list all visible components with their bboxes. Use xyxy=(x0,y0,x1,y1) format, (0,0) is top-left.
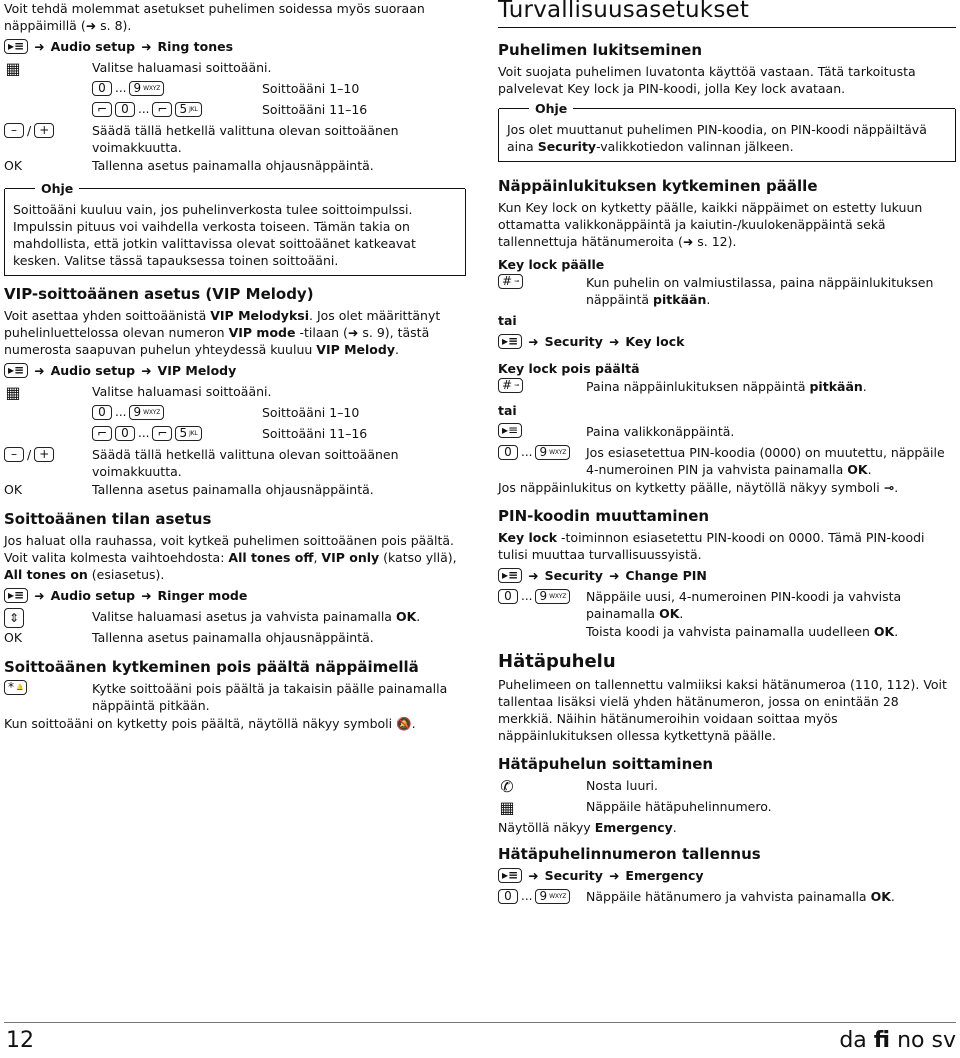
bell-off-icon: 🔕 xyxy=(396,716,412,731)
key-5: 5 JKL xyxy=(175,426,201,441)
state-text: Jos haluat olla rauhassa, voit kytkeä puhelimen soittoäänen pois päältä. Voit valita kolmesta vaihtoehdosta: All tones off, VIP only (katso yllä), All tones on (esiasetus). xyxy=(4,533,457,582)
nav-key-icon: ⇕ xyxy=(4,608,24,628)
page-number: 12 xyxy=(6,1028,34,1053)
pin-desc: Key lock -toiminnon esiasetettu PIN-koodi on 0000. Tämä PIN-koodi tulisi muuttaa turvallisuussyistä. xyxy=(498,530,925,562)
key-0: 0 xyxy=(498,445,518,460)
key-0: 0 xyxy=(498,889,518,904)
key-0: 0 xyxy=(115,426,135,441)
key-heading: Soittoäänen kytkeminen pois päältä näppäimellä xyxy=(4,658,419,676)
emergency-heading: Hätäpuhelu xyxy=(498,651,616,672)
nav-path-emergency: ▸≡ ➜ Security ➜ Emergency xyxy=(498,867,956,884)
menu-key-icon: ▸≡ xyxy=(4,363,28,378)
step-save-emergency: 0 ... 9 WXYZ Näppäile hätänumero ja vahvista painamalla OK. xyxy=(498,888,956,908)
step-lift-handset: ✆ Nosta luuri. xyxy=(498,777,956,797)
left-column xyxy=(4,0,466,734)
step-pin-new: 0 ... 9 WXYZ Näppäile uusi, 4-numeroinen PIN-koodi ja vahvista painamalla OK. xyxy=(498,588,956,622)
plus-key: + xyxy=(34,123,54,138)
step-vip-ok: OK Tallenna asetus painamalla ohjausnäppäintä. xyxy=(4,482,374,497)
emergency-text: Puhelimeen on tallennettu valmiiksi kaksi hätänumeroa (110, 112). Voit tallentaa lisäksi vielä yhden hätänumeron, jossa on enintään 28 merkkiä. Näihin hätänumeroihin voidaan soittaa myös näppäinlukituksen ollessa kytkettynä päälle. xyxy=(498,677,947,743)
plus-key: + xyxy=(34,447,54,462)
flash-key-icon: ⌐ xyxy=(92,102,112,117)
key-9: 9 WXYZ xyxy=(535,445,570,460)
lang-da: da xyxy=(839,1028,867,1053)
intro-text: Voit tehdä molemmat asetukset puhelimen soidessa myös suoraan näppäimillä (➜ s. 8). xyxy=(4,1,425,33)
keylock-on-label: Key lock päälle xyxy=(498,257,605,272)
menu-key-icon: ▸≡ xyxy=(4,39,28,54)
arrow-icon: ➜ xyxy=(34,363,45,378)
nav-path-ring-tones xyxy=(4,38,466,55)
key-0: 0 xyxy=(92,81,112,96)
menu-key-icon: ▸≡ xyxy=(498,568,522,583)
step-menu-press: ▸≡ Paina valikkonäppäintä. xyxy=(498,423,956,443)
step-tone-1-10: 0 ... 9 WXYZ Soittoääni 1–10 xyxy=(4,80,466,100)
flash-key-icon: ⌐ xyxy=(92,426,112,441)
note-text: Soittoääni kuuluu vain, jos puhelinverkosta tulee soittoimpulssi. Impulssin pituus voi vaihdella verkosta toiseen. Tämän takia on mahdollista, että jotkin valittavissa olevat soittoäänet katkeavat kesken. Valitse tässä tapauksessa toinen soittoääni. xyxy=(13,202,416,268)
nav-path-ringer-mode: ▸≡ ➜ Audio setup ➜ Ringer mode xyxy=(4,587,466,604)
step-hash-off: # ⊸ Paina näppäinlukituksen näppäintä pitkään. xyxy=(498,378,956,398)
step-dial-emergency: ▦ Näppäile hätäpuhelinnumero. xyxy=(499,797,772,817)
step-vip-volume: – / + Säädä tällä hetkellä valittuna olevan soittoäänen voimakkuutta. xyxy=(4,446,466,480)
step-vip-select: ▦ Valitse haluamasi soittoääni. xyxy=(5,382,272,402)
arrow-icon: ➜ xyxy=(608,568,620,583)
arrow-icon: ➜ xyxy=(141,588,152,603)
footer-divider xyxy=(4,1022,956,1023)
menu-key-icon: ▸≡ xyxy=(4,588,28,603)
arrow-icon: ➜ xyxy=(34,588,45,603)
arrow-icon: ➜ xyxy=(528,334,539,349)
step-vip-11-16: ⌐ 0 ... ⌐ 5 JKL Soittoääni 11–16 xyxy=(4,425,466,445)
step-hash-long: # ⊸ Kun puhelin on valmiustilassa, paina näppäinlukituksen näppäintä pitkään. xyxy=(498,274,956,308)
step-mode-select: ⇕ Valitse haluamasi asetus ja vahvista painamalla OK. xyxy=(4,608,466,628)
step-volume: – / + Säädä tällä hetkellä valittuna olevan soittoäänen voimakkuutta. xyxy=(4,122,466,156)
minus-key: – xyxy=(4,123,24,138)
hash-key: # ⊸ xyxy=(498,378,523,393)
arrow-icon: ➜ xyxy=(608,334,620,349)
hash-key: # ⊸ xyxy=(498,274,523,289)
nav-audio-setup: Audio setup xyxy=(50,39,136,54)
step-mode-ok: OK Tallenna asetus painamalla ohjausnäppäintä. xyxy=(4,630,374,645)
note-box-ring xyxy=(4,181,466,276)
menu-key-icon: ▸≡ xyxy=(498,868,522,883)
page-title-box xyxy=(498,2,956,28)
nav-path-vip: ▸≡ ➜ Audio setup ➜ VIP Melody xyxy=(4,362,466,379)
lang-sv: sv xyxy=(931,1028,956,1053)
keylock-off-label: Key lock pois päältä xyxy=(498,361,640,376)
emergency-call-heading: Hätäpuhelun soittaminen xyxy=(498,755,714,773)
arrow-icon: ➜ xyxy=(528,868,539,883)
keypad-icon: ▦ xyxy=(5,58,21,78)
pin-heading: PIN-koodin muuttaminen xyxy=(498,507,710,525)
keylock-symbol-text: Jos näppäinlukitus on kytketty päälle, näytöllä näkyy symboli ⊸. xyxy=(498,480,899,495)
nav-path-change-pin: ▸≡ ➜ Security ➜ Change PIN xyxy=(498,567,956,584)
step-pin-repeat: Toista koodi ja vahvista painamalla uudelleen OK. xyxy=(586,624,899,639)
note-text: Jos olet muuttanut puhelimen PIN-koodia, on PIN-koodi näppäiltävä aina Security-valikkotiedon valinnan jälkeen. xyxy=(507,122,927,154)
step-ok: OK Tallenna asetus painamalla ohjausnäppäintä. xyxy=(4,158,374,173)
handset-icon: ✆ xyxy=(500,776,514,796)
language-list xyxy=(839,1028,956,1053)
key-0: 0 xyxy=(115,102,135,117)
arrow-icon: ➜ xyxy=(141,363,152,378)
note-title: Ohje xyxy=(529,100,573,117)
key-0: 0 xyxy=(498,589,518,604)
emergency-save-heading: Hätäpuhelinnumeron tallennus xyxy=(498,845,761,863)
step-pin-enter: 0 ... 9 WXYZ Jos esiasetettua PIN-koodia (0000) on muutettu, näppäile 4-numeroinen PIN ja vahvista painamalla OK. xyxy=(498,444,956,478)
keylock-text: Kun Key lock on kytketty päälle, kaikki näppäimet on estetty lukuun ottamatta valikkonäppäintä ja kaiutin-/kuulokenäppäintä sekä tallennettuja hätänumeroita (➜ s. 12). xyxy=(498,200,923,249)
note-box-pin xyxy=(498,101,956,162)
keylock-heading: Näppäinlukituksen kytkeminen päälle xyxy=(498,177,818,195)
step-tone-11-16: ⌐ 0 ... ⌐ 5 JKL Soittoääni 11–16 xyxy=(4,101,466,121)
minus-key: – xyxy=(4,447,24,462)
key-note: Kun soittoääni on kytketty pois päältä, näytöllä näkyy symboli 🔕. xyxy=(4,716,416,731)
lang-fi: fi xyxy=(873,1028,891,1053)
right-column: Turvallisuusasetukset Puhelimen lukitseminen Voit suojata puhelimen luvatonta käyttöä vastaan. Tätä tarkoitusta palvelevat Key lock ja PIN-koodi, jolla Key lock avataan. Ohje Jos olet muuttanut puhelimen PIN-koodia, on PIN-koodi näppäiltävä aina Security-valikkotiedon valinnan jälkeen. Näppäinlukituksen kytkeminen päälle Kun Key lock on kytketty päälle, kaikki näppäimet on estetty lukuun ottamatta valikkonäppäintä ja kaiutin-/kuulokenäppäintä sekä tallennettuja hätänumeroita (➜ s. 12). Key lock päälle # ⊸ Kun puhelin on valmiustilassa, paina näppäinlukituksen näppäintä pitkään. tai ▸≡ ➜ Security ➜ Key lock Key lock pois päältä # ⊸ Paina näppäinlukituksen näppäintä pitkään. tai ▸≡ Paina valikkonäppäintä. 0 ... 9 WXYZ Jos esiasetettua PIN-koodia (0000) on muutettu, näppäile 4-numeroinen PIN ja vahvista painamalla OK. Jos näppäinlukitus on kytketty päälle, näytöllä näkyy symboli ⊸. PIN-koodin muuttaminen Key lock -toiminnon esiasetettu PIN-koodi on 0000. Tämä PIN-koodi tulisi muuttaa turvallisuussyistä. ▸≡ ➜ Security ➜ Change PIN 0 ... 9 WXYZ Näppäile uusi, 4-numeroinen PIN-koodi ja vahvista painamalla OK. Toista koodi ja vahvista painamalla uudelleen OK. Hätäpuhelu Puhelimeen on tallennettu valmiiksi kaksi hätänumeroa (110, 112). Voit tallentaa lisäksi vielä yhden hätänumeron, jossa on enintään 28 merkkiä. Näihin hätänumeroihin voidaan soittaa myös näppäinlukituksen ollessa kytkettynä päälle. Hätäpuhelun soittaminen ✆ Nosta luuri. ▦ Näppäile hätäpuhelinnumero. Näytöllä näkyy Emergency. Hätäpuhelinnumeron tallennus ▸≡ ➜ Security ➜ Emergency 0 ... 9 WXYZ Näppäile hätänumero ja vahvista painamalla OK. xyxy=(498,0,956,909)
arrow-icon: ➜ xyxy=(141,39,152,54)
lang-no: no xyxy=(897,1028,925,1053)
vip-heading: VIP-soittoäänen asetus (VIP Melody) xyxy=(4,285,314,303)
key-0: 0 xyxy=(92,405,112,420)
vip-text: Voit asettaa yhden soittoäänistä VIP Melodyksi. Jos olet määrittänyt puhelinluettelossa olevan numeron VIP mode -tilaan (➜ s. 9), tästä numerosta saapuvan puhelun yhteydessä kuuluu VIP Melody. xyxy=(4,308,441,357)
note-title: Ohje xyxy=(35,180,79,197)
state-heading: Soittoäänen tilan asetus xyxy=(4,510,212,528)
star-key: * 🔔 xyxy=(4,680,27,695)
ok-label: OK xyxy=(4,158,23,173)
keypad-icon: ▦ xyxy=(5,382,21,402)
step-star-key: * 🔔 Kytke soittoääni pois päältä ja takaisin päälle painamalla näppäintä pitkään. xyxy=(4,680,466,714)
key-5: 5 JKL xyxy=(175,102,201,117)
menu-key-icon: ▸≡ xyxy=(498,334,522,349)
arrow-icon: ➜ xyxy=(34,39,45,54)
nav-path-key-lock: ▸≡ ➜ Security ➜ Key lock xyxy=(498,333,956,350)
page-title: Turvallisuusasetukset xyxy=(498,0,750,23)
key-9: 9 WXYZ xyxy=(129,405,164,420)
nav-ring-tones: Ring tones xyxy=(157,39,234,54)
menu-key-icon: ▸≡ xyxy=(498,423,522,438)
key-9: 9 WXYZ xyxy=(129,81,164,96)
emergency-shows: Näytöllä näkyy Emergency. xyxy=(498,820,677,835)
lock-text: Voit suojata puhelimen luvatonta käyttöä vastaan. Tätä tarkoitusta palvelevat Key lock ja PIN-koodi, jolla Key lock avataan. xyxy=(498,64,916,96)
keypad-icon: ▦ xyxy=(499,797,515,817)
step-vip-1-10: 0 ... 9 WXYZ Soittoääni 1–10 xyxy=(4,404,466,424)
key-9: 9 WXYZ xyxy=(535,889,570,904)
arrow-icon: ➜ xyxy=(608,868,620,883)
arrow-icon: ➜ xyxy=(528,568,539,583)
flash-key-icon: ⌐ xyxy=(152,426,172,441)
flash-key-icon: ⌐ xyxy=(152,102,172,117)
key-lock-icon: ⊸ xyxy=(883,480,895,495)
step-select-tone: ▦ Valitse haluamasi soittoääni. xyxy=(5,58,272,78)
key-9: 9 WXYZ xyxy=(535,589,570,604)
lock-heading: Puhelimen lukitseminen xyxy=(498,41,703,59)
